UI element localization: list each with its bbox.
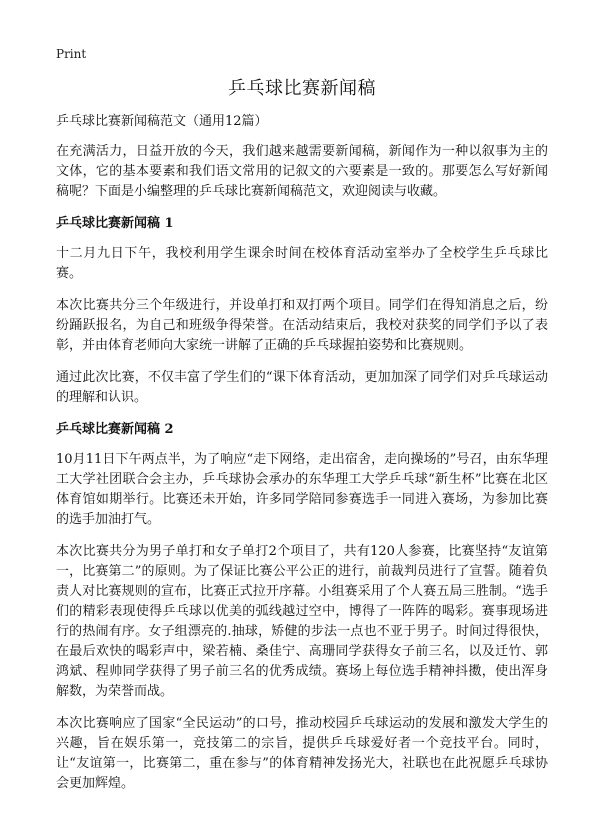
- document-body: [56, 76, 548, 806]
- print-link[interactable]: Print: [56, 47, 87, 61]
- section-2-paragraph-2: 本次比赛共分为男子单打和女子单打2个项目了，共有120人参赛，比赛坚持“友谊第一，比赛第二”的原则。为了保证比赛公平公正的进行，前裁判员进行了宣誓。随着负责人对比赛规则的宣布，比赛正式拉开序幕。小组赛采用了个人赛五局三胜制。“选手们的精彩表现使得乒乓球以优美的弧线越过空中，博得了一阵阵的喝彩。赛事现场进行的热闹有序。女子组漂亮的.抽球，矫健的步法一点也不亚于男子。时间过得很快，在最后欢快的喝彩声中，梁若楠、桑佳宁、高珊同学获得女子前三名，以及迁竹、郭鸿斌、程帅同学获得了男子前三名的优秀成绩。赛场上每位选手精神抖擞，使出浑身解数，为荣誉而战。: [56, 544, 548, 699]
- section-2-paragraph-1: 10月11日下午两点半，为了响应“走下网络，走出宿舍，走向操场的”号召，由东华理工大学社团联合会主办，乒乓球协会承办的东华理工大学乒乓球“新生杯”比赛在北区体育馆如期举行。比赛还未开始，许多同学陪同参赛选手一同进入赛场，为参加比赛的选手加油打气。: [56, 452, 548, 527]
- section-heading-1: 乒乓球比赛新闻稿 1: [56, 216, 174, 231]
- section-1-paragraph-2: 本次比赛共分三个年级进行，并设单打和双打两个项目。同学们在得知消息之后，纷纷踊跃报名，为自己和班级争得荣誉。在活动结束后，我校对获奖的同学们予以了表彰，并由体育老师向大家统一讲解了正确的乒乓球握拍姿势和比赛规则。: [56, 298, 548, 353]
- document-title: 乒乓球比赛新闻稿: [228, 78, 376, 99]
- section-2-paragraph-3: 本次比赛响应了国家“全民运动”的口号，推动校园乒乓球运动的发展和激发大学生的兴趣，旨在娱乐第一，竞技第二的宗旨，提供乒乓球爱好者一个竞技平台。同时，让“友谊第一，比赛第二，重在参与”的体育精神发扬光大，社联也在此祝愿乒乓球协会更加辉煌。: [56, 716, 548, 791]
- intro-paragraph: 在充满活力，日益开放的今天，我们越来越需要新闻稿，新闻作为一种以叙事为主的文体，它的基本要素和我们语文常用的记叙文的六要素是一致的。那要怎么写好新闻稿呢？下面是小编整理的乒乓球比赛新闻稿范文，欢迎阅读与收藏。: [56, 144, 548, 199]
- section-heading-2: 乒乓球比赛新闻稿 2: [56, 422, 174, 437]
- section-1-paragraph-1: 十二月九日下午，我校利用学生课余时间在校体育活动室举办了全校学生乒乓球比赛。: [56, 246, 548, 281]
- document-subtitle: 乒乓球比赛新闻稿范文（通用12篇）: [56, 114, 268, 129]
- section-1-paragraph-3: 通过此次比赛，不仅丰富了学生们的“课下体育活动，更加加深了同学们对乒乓球运动的理解和认识。: [56, 370, 548, 405]
